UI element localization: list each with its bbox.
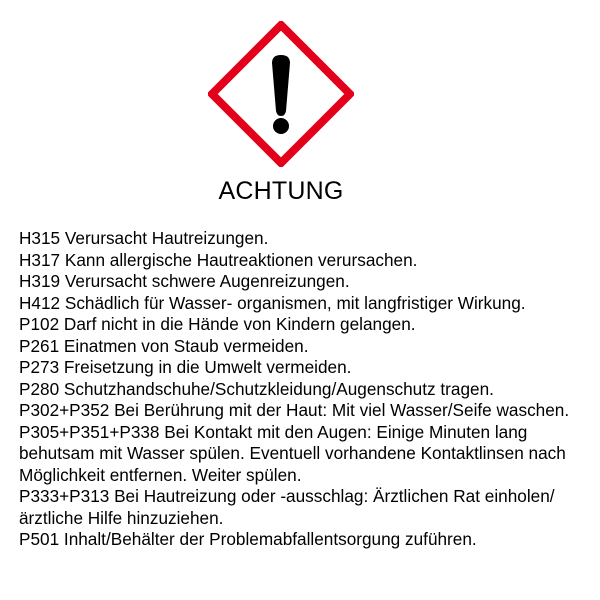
- statement-h412: H412 Schädlich für Wasser- organismen, mit langfristiger Wirkung.: [19, 292, 526, 313]
- statement-h319: H319 Verursacht schwere Augenreizungen.: [19, 271, 350, 291]
- signal-word: ACHTUNG: [218, 177, 344, 205]
- statement-p501: P501 Inhalt/Behälter der Problemabfallentsorgung zuführen.: [19, 529, 477, 549]
- exclamation-dot: [273, 118, 289, 134]
- exclamation-mark-icon: [208, 21, 354, 167]
- statement-p305-p351-p338: P305+P351+P338 Bei Kontakt mit den Augen: Einige Minuten lang behutsam mit Wasser spülen. Eventuell vorhandene Kontaktlinsen nach Möglichkeit entfernen. Weiter spülen.: [19, 421, 566, 485]
- statement-h317: H317 Kann allergische Hautreaktionen verursachen.: [19, 249, 418, 270]
- statement-p261: P261 Einatmen von Staub vermeiden.: [19, 335, 309, 356]
- hazard-statements: [19, 228, 589, 551]
- statement-h315: H315 Verursacht Hautreizungen.: [19, 228, 269, 248]
- statement-p102: P102 Darf nicht in die Hände von Kindern gelangen.: [19, 314, 416, 334]
- statement-p280: P280 Schutzhandschuhe/Schutzkleidung/Augenschutz tragen.: [19, 378, 494, 399]
- statement-p273: P273 Freisetzung in die Umwelt vermeiden.: [19, 357, 352, 377]
- statement-p333-p313: P333+P313 Bei Hautreizung oder -ausschlag: Ärztlichen Rat einholen/ärztliche Hilfe hinzuziehen.: [19, 486, 555, 528]
- statement-p302-p352: P302+P352 Bei Berührung mit der Haut: Mit viel Wasser/Seife waschen.: [19, 400, 570, 420]
